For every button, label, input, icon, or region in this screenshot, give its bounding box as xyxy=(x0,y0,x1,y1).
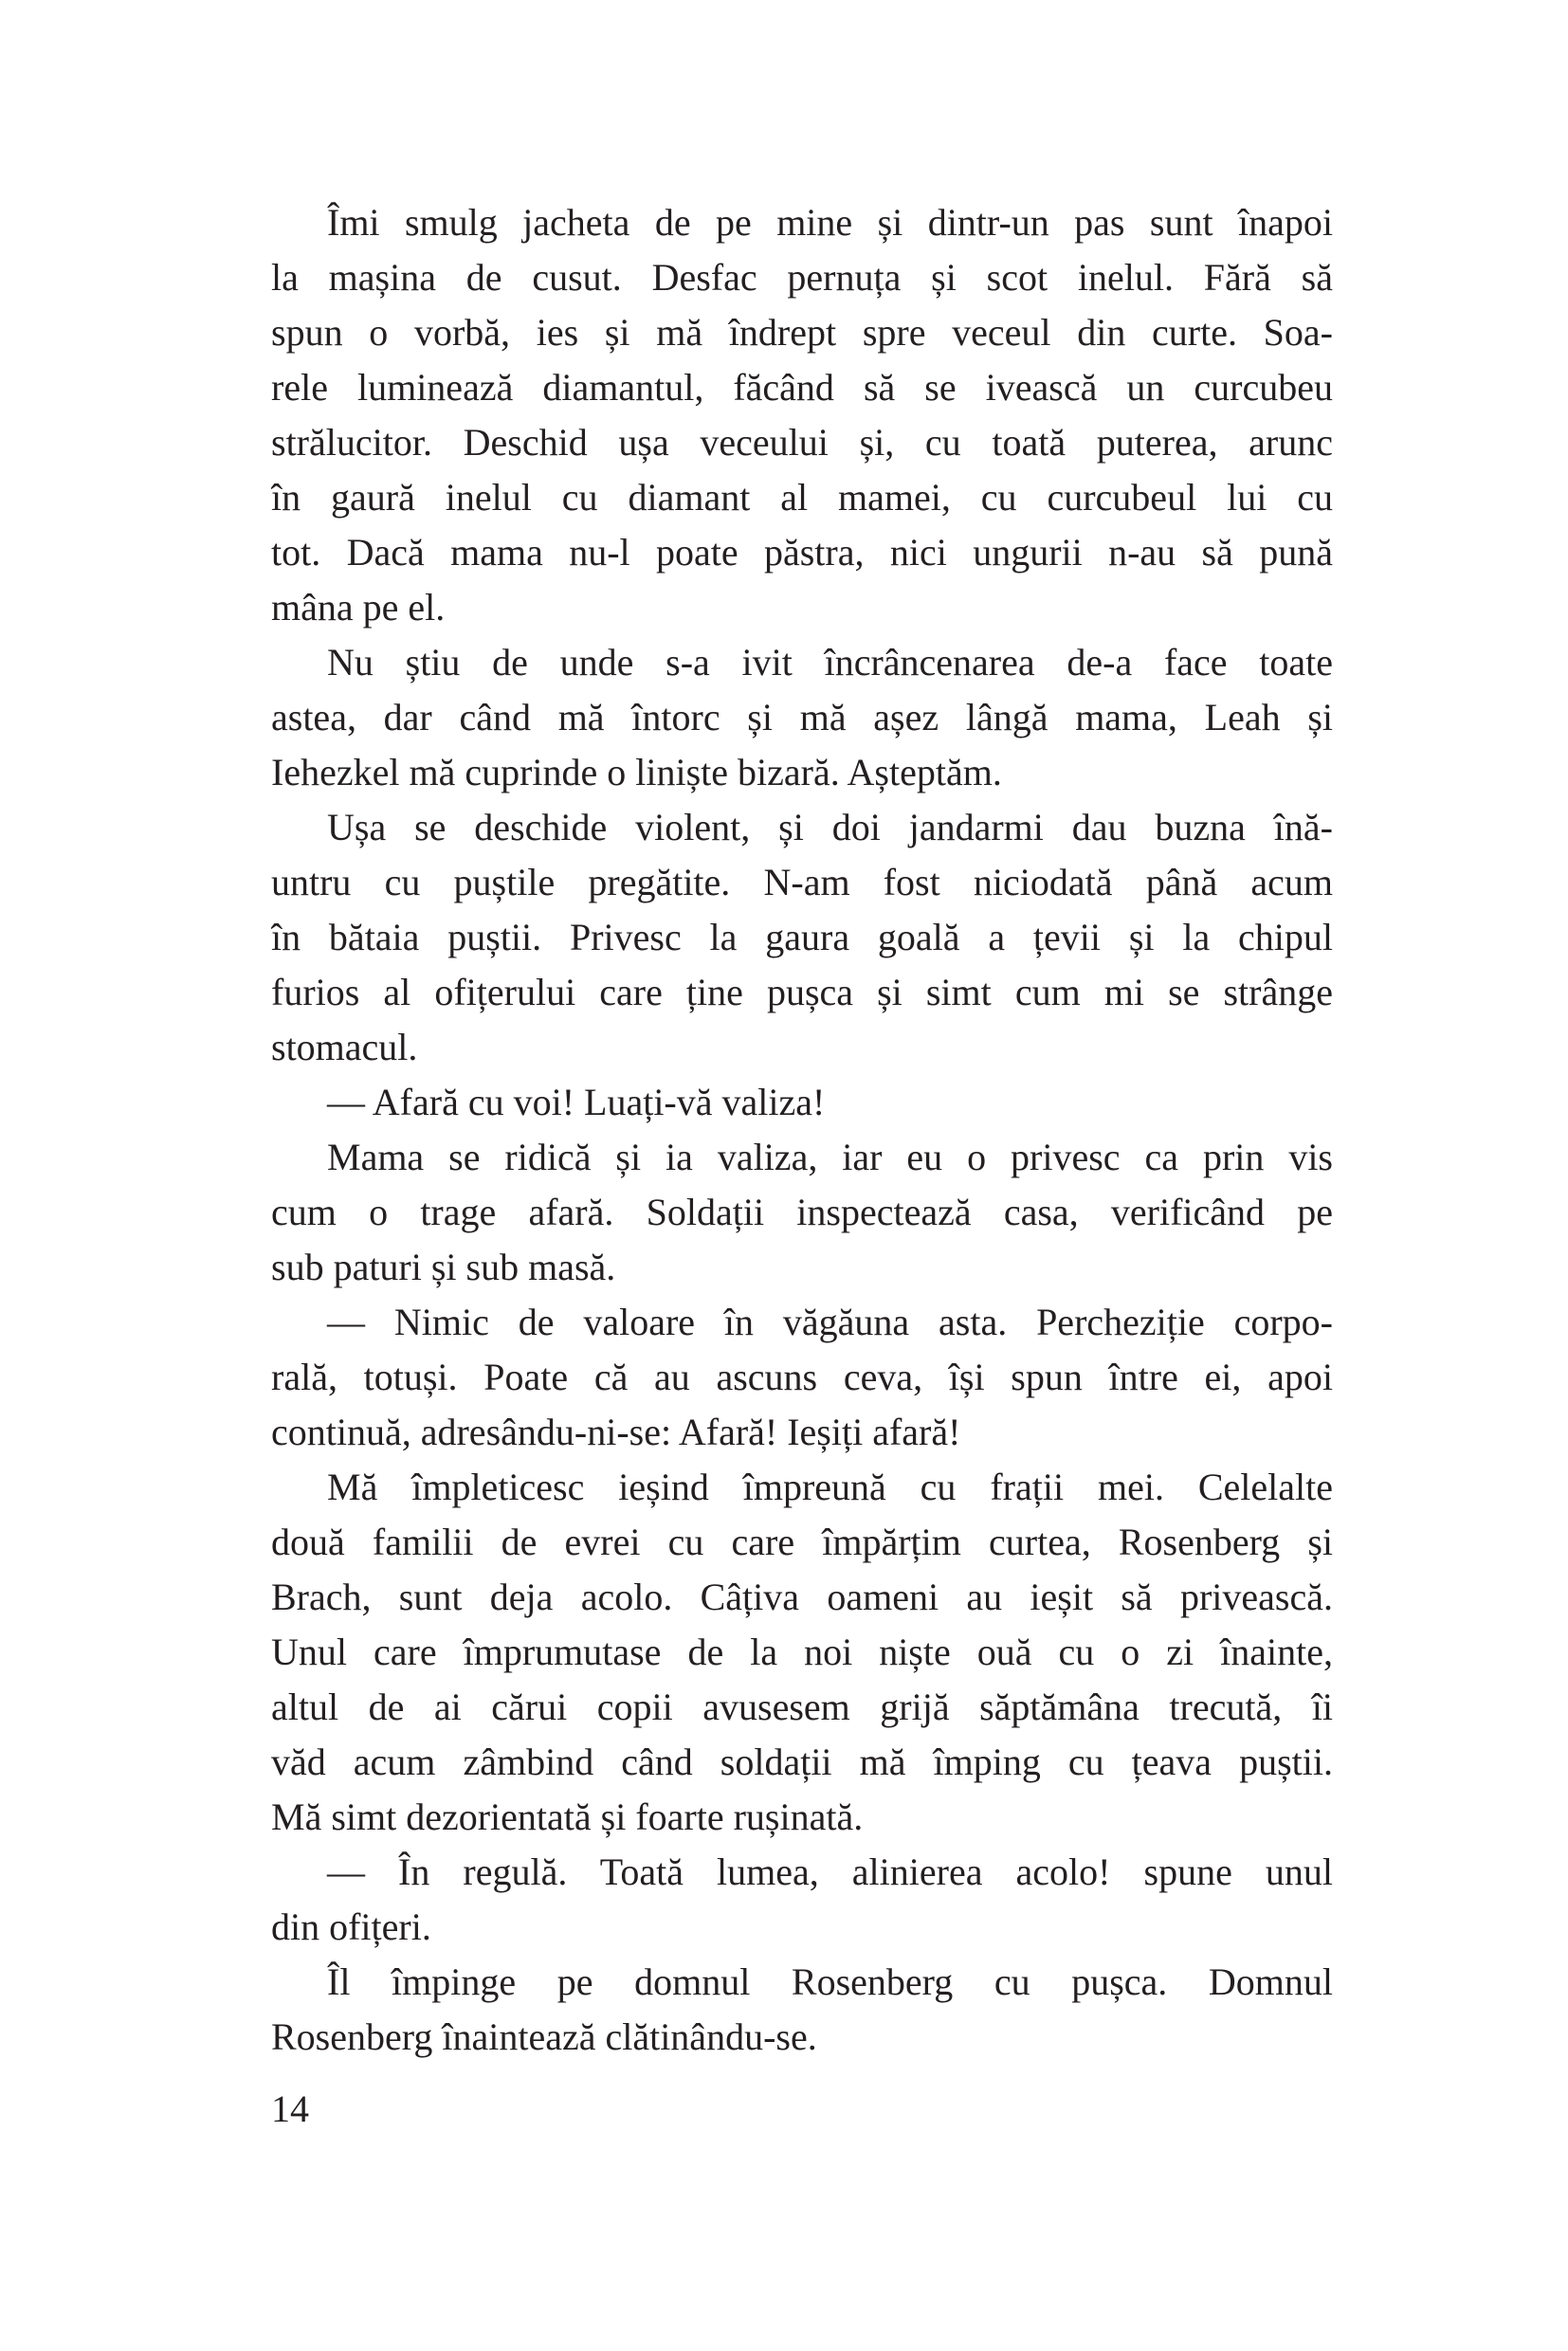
body-text xyxy=(271,195,1333,2065)
text-line: untru cu puștile pregătite. N-am fost niciodată până acum xyxy=(271,861,1333,903)
text-line: — Nimic de valoare în văgăuna asta. Percheziție corpo- xyxy=(327,1301,1333,1343)
text-line: — Afară cu voi! Luați-vă valiza! xyxy=(327,1081,826,1123)
text-line: tot. Dacă mama nu-l poate păstra, nici ungurii n-au să pună xyxy=(271,531,1333,574)
text-line: Mama se ridică și ia valiza, iar eu o privesc ca prin vis xyxy=(327,1136,1333,1178)
text-line: Unul care împrumutase de la noi niște ouă cu o zi înainte, xyxy=(271,1631,1333,1673)
text-line: — În regulă. Toată lumea, alinierea acolo! spune unul xyxy=(327,1850,1333,1893)
text-line: Mă împleticesc ieșind împreună cu frații mei. Celelalte xyxy=(327,1466,1333,1508)
text-line: Ușa se deschide violent, și doi jandarmi dau buzna înă- xyxy=(327,806,1333,848)
paragraph xyxy=(271,635,1333,800)
text-line: mâna pe el. xyxy=(271,586,446,629)
text-line: astea, dar când mă întorc și mă așez lângă mama, Leah și xyxy=(271,696,1333,738)
text-line: Brach, sunt deja acolo. Câțiva oameni au ieșit să privească. xyxy=(271,1576,1333,1618)
paragraph xyxy=(271,1295,1333,1460)
paragraph xyxy=(271,1845,1333,1955)
text-line: din ofițeri. xyxy=(271,1905,431,1948)
text-line: stomacul. xyxy=(271,1026,418,1068)
paragraph xyxy=(271,1075,1333,1130)
paragraph xyxy=(271,1955,1333,2065)
text-line: Nu știu de unde s-a ivit încrâncenarea de-a face toate xyxy=(327,641,1333,683)
text-line: în bătaia puștii. Privesc la gaura goală a țevii și la chipul xyxy=(271,916,1333,958)
text-line: cum o trage afară. Soldații inspectează casa, verificând pe xyxy=(271,1191,1333,1233)
text-line: spun o vorbă, ies și mă îndrept spre veceul din curte. Soa- xyxy=(271,311,1333,354)
text-line: continuă, adresându-ni-se: Afară! Ieșiți afară! xyxy=(271,1411,961,1453)
text-line: văd acum zâmbind când soldații mă împing cu țeava puștii. xyxy=(271,1740,1333,1783)
text-line: Mă simt dezorientată și foarte rușinată. xyxy=(271,1795,864,1838)
text-line: altul de ai cărui copii avusesem grijă săptămâna trecută, îi xyxy=(271,1686,1333,1728)
text-line: Îmi smulg jacheta de pe mine și dintr-un pas sunt înapoi xyxy=(327,201,1333,244)
text-line: Iehezkel mă cuprinde o liniște bizară. Așteptăm. xyxy=(271,751,1002,793)
paragraph xyxy=(271,195,1333,635)
text-line: Îl împinge pe domnul Rosenberg cu pușca. Domnul xyxy=(327,1960,1333,2003)
paragraph xyxy=(271,1130,1333,1295)
paragraph xyxy=(271,1460,1333,1845)
text-line: rală, totuși. Poate că au ascuns ceva, își spun între ei, apoi xyxy=(271,1356,1333,1398)
text-line: două familii de evrei cu care împărțim curtea, Rosenberg și xyxy=(271,1521,1333,1563)
text-line: rele luminează diamantul, făcând să se ivească un curcubeu xyxy=(271,366,1333,409)
text-line: furios al ofițerului care ține pușca și simt cum mi se strânge xyxy=(271,971,1333,1013)
paragraph xyxy=(271,800,1333,1075)
page-number: 14 xyxy=(271,2087,309,2130)
text-line: în gaură inelul cu diamant al mamei, cu curcubeul lui cu xyxy=(271,476,1333,519)
text-line: la mașina de cusut. Desfac pernuța și scot inelul. Fără să xyxy=(271,256,1333,299)
text-line: Rosenberg înaintează clătinându-se. xyxy=(271,2015,817,2058)
text-line: sub paturi și sub masă. xyxy=(271,1246,616,1288)
text-line: strălucitor. Deschid ușa veceului și, cu toată puterea, arunc xyxy=(271,421,1333,464)
